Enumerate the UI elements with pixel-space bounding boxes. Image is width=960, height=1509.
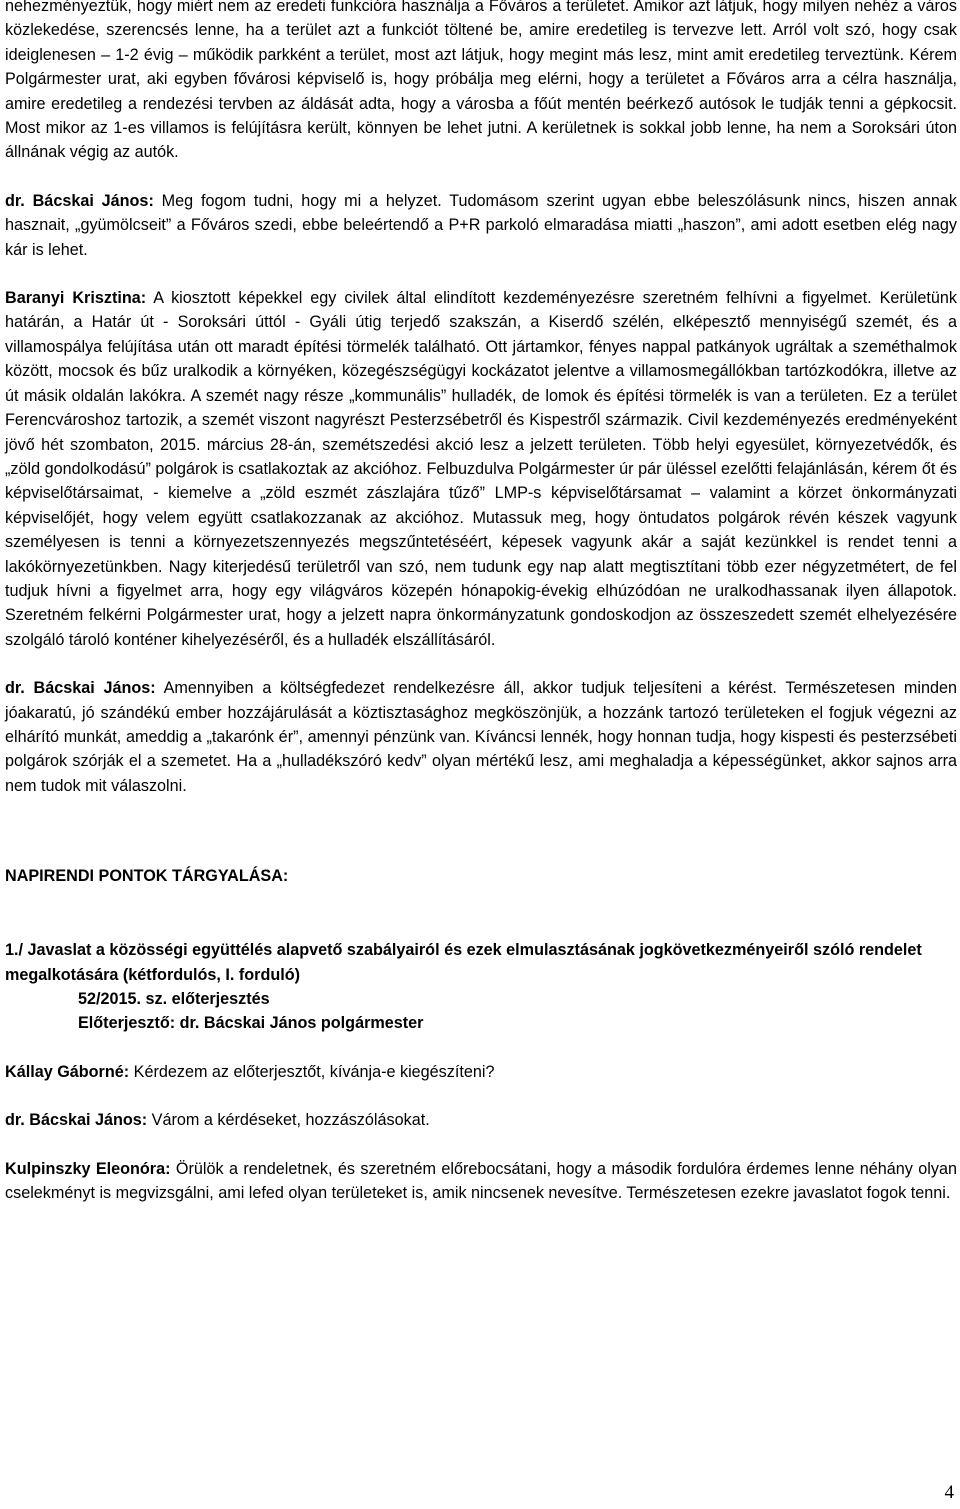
speaker-name: dr. Bácskai János: bbox=[5, 679, 156, 698]
speech-text: Várom a kérdéseket, hozzászólásokat. bbox=[147, 1111, 430, 1130]
speech-text: Meg fogom tudni, hogy mi a helyzet. Tudomásom szerint ugyan ebbe beleszólásunk nincs, hiszen annak hasznait, „gyümölcseit” a Főváros szedi, ebbe beleértendő a P+R parkoló elmaradása miatti „haszon”, ami adott esetben elég nagy kár is lehet. bbox=[5, 191, 957, 259]
speech-text: Kérdezem az előterjesztőt, kívánja-e kiegészíteni? bbox=[129, 1062, 495, 1081]
speech-bacskai-2 bbox=[5, 676, 957, 798]
speech-baranyi bbox=[5, 286, 957, 652]
speaker-name: Baranyi Krisztina: bbox=[5, 289, 147, 308]
spacer bbox=[5, 1036, 957, 1060]
speech-text: A kiosztott képekkel egy civilek által elindított kezdeményezésre szeretném felhívni a figyelmet. Kerületünk határán, a Határ út - Soroksári úttól - Gyáli útig terjedő szakszán, a Kiserdő szélén, elképesztő mennyiségű szemét, és a villamospálya felújítása után ott maradt építési törmelék található. Ott jártamkor, fényes nappal patkányok ugráltak a szeméthalmok között, mocsok és bűz uralkodik a környéken, közegészségügyi kockázatot jelentve a villamosmegállókban tartózkodókra, illetve az út másik oldalán lakókra. A szemét nagy része „kommunális” hulladék, de lomok és építési törmelék is van a területen. Ez a terület Ferencvároshoz tartozik, a szemét viszont nagyrészt Pesterzsébetről és Kispestről származik. Civil kezdeményezés eredményeként jövő hét szombaton, 2015. március 28-án, szemétszedési akció lesz a jelzett területen. Több helyi egyesület, környezetvédők, és „zöld gondolkodású” polgárok is csatlakoztak az akcióhoz. Felbuzdulva Polgármester úr pár üléssel ezelőtti felajánlásán, kérem őt és képviselőtársaimat, - kiemelve a „zöld eszmét zászlajára tűző” LMP-s képviselőtársamat – valamint a körzet önkormányzati képviselőjét, hogy velem együtt csatlakozzanak az akcióhoz. Mutassuk meg, hogy öntudatos polgárok révén készek vagyunk személyesen is tenni a környezetszennyezés megszűntetéséért, képesek vagyunk akár a saját kezünkkel is rendet tenni a lakókörnyezetünkben. Nagy kiterjedésű területről van szó, nem tudunk egy nap alatt megtisztítani több ezer négyzetmétert, de fel tudjuk hívni a figyelmet arra, hogy egy világváros közepén hónapokig-évekig elhúzódóan ne uralkodhassanak ilyen állapotok. Szeretném felkérni Polgármester urat, hogy a jelzett napra önkormányzatunk gondoskodjon az összeszedett szemét elhelyezésére szolgáló tároló konténer kihelyezéséről, és a hulladék elszállításáról. bbox=[5, 289, 957, 649]
speech-bacskai-3 bbox=[5, 1108, 957, 1132]
speaker-name: dr. Bácskai János: bbox=[5, 1111, 148, 1130]
agenda-item-presenter: Előterjesztő: dr. Bácskai János polgármester bbox=[78, 1014, 424, 1033]
agenda-item-number: 52/2015. sz. előterjesztés bbox=[78, 990, 270, 1008]
speaker-name: Kállay Gáborné: bbox=[5, 1062, 130, 1081]
agenda-heading: NAPIRENDI PONTOK TÁRGYALÁSA: bbox=[5, 867, 289, 886]
speech-text: Örülök a rendeletnek, és szeretném előrebocsátani, hogy a második fordulóra érdemes lenne néhány olyan cselekményt is megvizsgálni, ami lefed olyan területeket is, amik nincsenek nevesítve. Természetesen ezekre javaslatot fogok tenni. bbox=[5, 1159, 957, 1203]
speaker-name: dr. Bácskai János: bbox=[5, 191, 154, 210]
speech-kulpinszky bbox=[5, 1157, 957, 1206]
agenda-item-title: 1./ Javaslat a közösségi együttélés alapvető szabályairól és ezek elmulasztásának jogkövetkezményeiről szóló rendelet megalkotására (kétfordulós, I. forduló) bbox=[5, 941, 922, 984]
document-page bbox=[5, 0, 957, 1229]
speech-bacskai-1 bbox=[5, 189, 957, 262]
speaker-name: Kulpinszky Eleonóra: bbox=[5, 1159, 171, 1178]
page-number: 4 bbox=[944, 1482, 954, 1503]
intro-paragraph: nehezményeztük, hogy miért nem az eredeti funkcióra használja a Főváros a területet. Amikor azt látjuk, hogy milyen nehéz a város közlekedése, szerencsés lenne, ha a terület azt a funkciót töltené be, amire eredetileg is tervezve lett. Arról volt szó, hogy csak ideiglenesen – 1-2 évig – működik parkként a terület, most azt látjuk, hogy megint más lesz, mint amit eredetileg terveztünk. Kérem Polgármester urat, aki egyben fővárosi képviselő is, hogy próbálja meg elérni, hogy a területet a Főváros arra a célra használja, amire eredetileg a rendezési tervben az áldását adta, hogy a városba a főút mentén beérkező autósok le tudják tenni a gépkocsit. Most mikor az 1-es villamos is felújításra került, könnyen be lehet jutni. A kerületnek is sokkal jobb lenne, ha nem a Soroksári úton állnának végig az autók. bbox=[5, 0, 957, 162]
speech-kallay bbox=[5, 1060, 957, 1084]
speech-text: Amennyiben a költségfedezet rendelkezésre áll, akkor tudjuk teljesíteni a kérést. Természetesen minden jóakaratú, jó szándékú ember hozzájárulását a köztisztasághoz megköszönjük, a hozzánk tartozó területeken el fogjuk végezni az elhárító munkát, ameddig a „takarónk ér”, amennyi pénzünk van. Kíváncsi lennék, hogy honnan tudja, hogy kispesti és pesterzsébeti polgárok szórják el a szemetet. Ha a „hulladékszóró kedv” olyan mértékű lesz, ami meghaladja a képességünket, akkor sajnos arra nem tudok mit válaszolni. bbox=[5, 679, 957, 795]
